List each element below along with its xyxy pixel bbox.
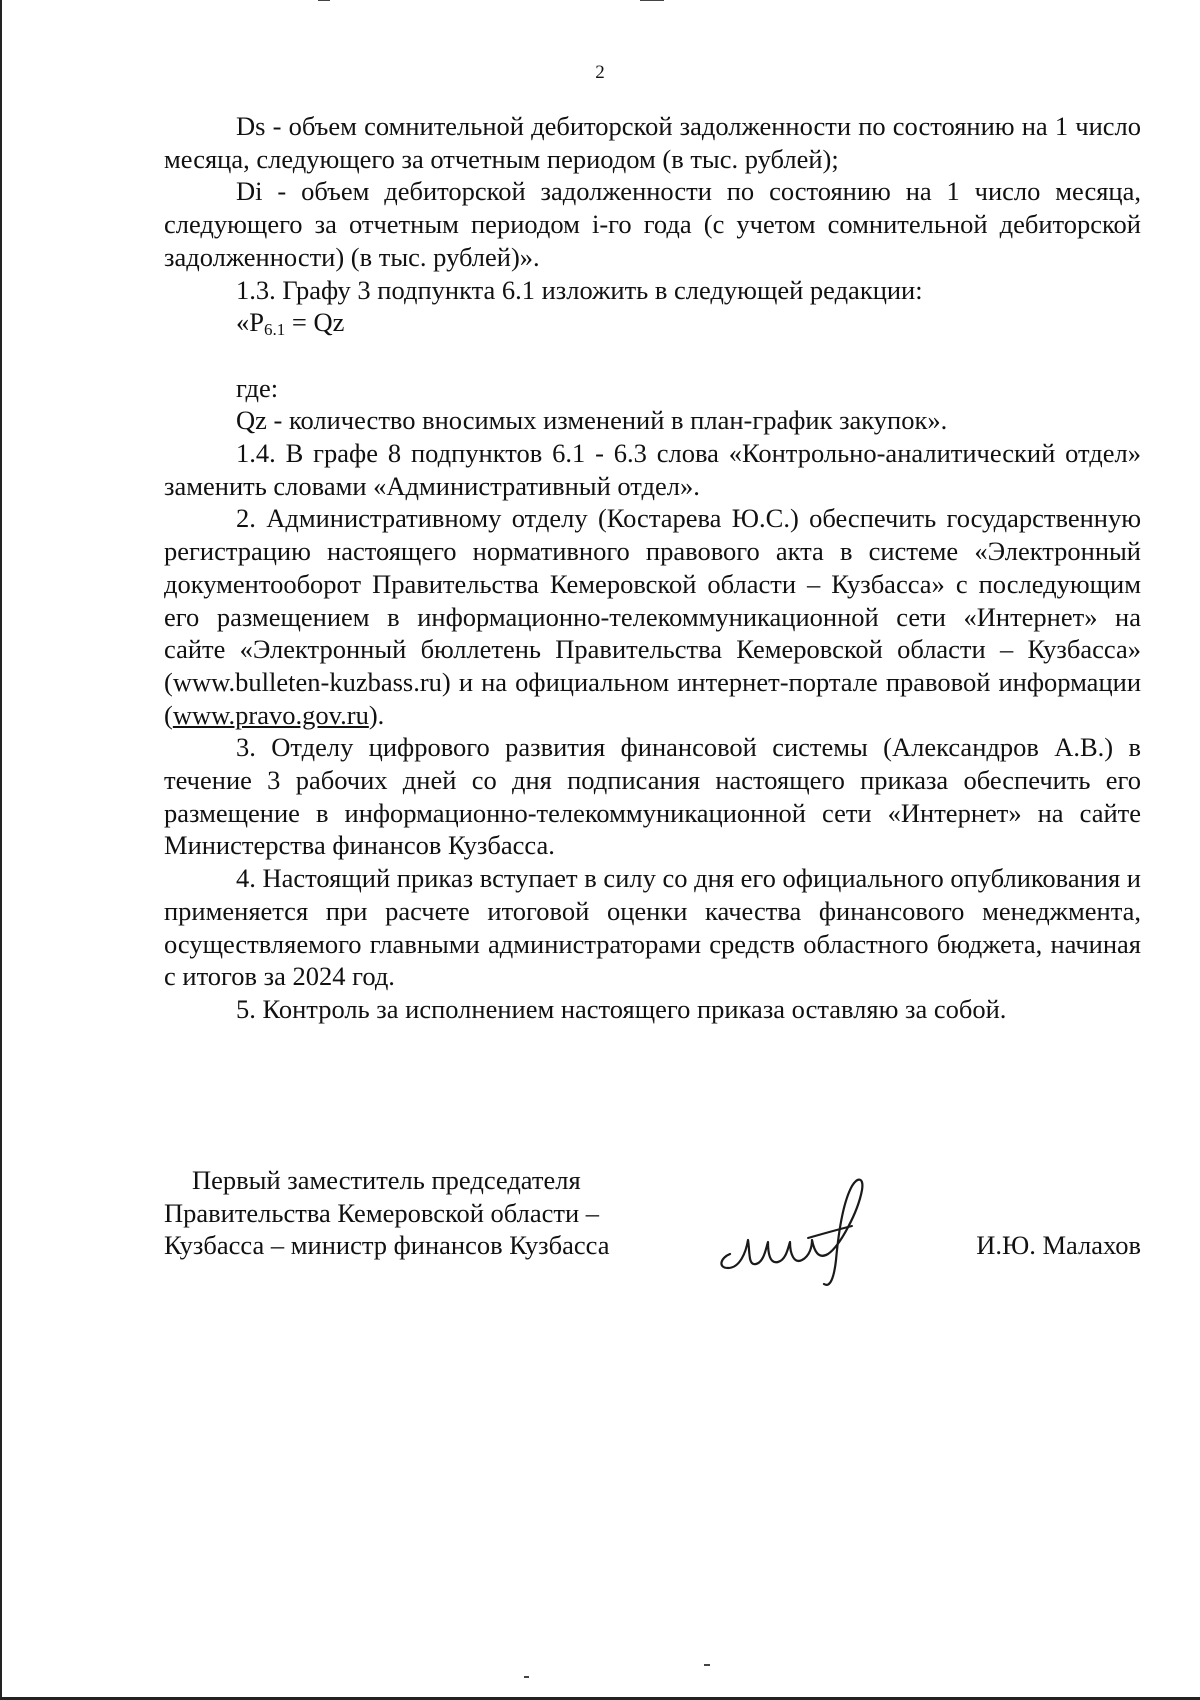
formula-subscript: 6.1 [264,320,286,340]
paragraph-di-definition: Di - объем дебиторской задолженности по состоянию на 1 число месяца, следующего за отчетным периодом i-го года (с учетом сомнительной дебиторской задолженности) (в тыс. рублей)». [164,176,1141,272]
paragraph-item-1-4: 1.4. В графе 8 подпунктов 6.1 - 6.3 слова «Контрольно-аналитический отдел» заменить словами «Административный отдел». [164,438,1141,501]
signer-name: И.Ю. Малахов [976,1230,1141,1260]
formula-open: «P [236,307,264,338]
signatory-position [164,1164,610,1262]
paragraph-item-2-text: 2. Административному отделу (Костарева Ю.С.) обеспечить государственную регистрацию настоящего нормативного правового акта в системе «Электронный документооборот Правительства Кемеровской области – Кузбасса» с последующим его размещением в информационно-телекоммуникационной сети «Интернет» на сайте «Электронный бюллетень Правительства Кемеровской области – Кузбасса» (www.bulleten-kuzbass.ru) и на официальном интернет-портале правовой информации ( [164,503,1141,730]
position-line-3: Кузбасса – министр финансов Кузбасса [164,1230,610,1261]
page-number: 2 [595,62,605,83]
scan-artifact [640,0,664,1]
document-body [164,110,1141,1026]
paragraph-item-5: 5. Контроль за исполнением настоящего приказа оставляю за собой. [236,993,1007,1024]
paragraph-ds-definition: Ds - объем сомнительной дебиторской задолженности по состоянию на 1 число месяца, следующего за отчетным периодом (в тыс. рублей); [164,111,1141,174]
paragraph-item-2 [164,502,1141,731]
where-label: где: [236,372,279,403]
paragraph-qz-definition: Qz - количество вносимых изменений в план-график закупок». [236,405,948,436]
paragraph-item-3: 3. Отделу цифрового развития финансовой системы (Александров А.В.) в течение 3 рабочих дней со дня подписания настоящего приказа обеспечить его размещение в информационно-телекоммуникационной сети «Интернет» на сайте Министерства финансов Кузбасса. [164,732,1141,861]
paragraph-item-2-end: ). [368,699,385,730]
scan-artifact [524,1676,529,1678]
scan-artifact [318,0,330,1]
pravo-link[interactable]: www.pravo.gov.ru [172,699,369,730]
position-line-1: Первый заместитель председателя [192,1165,581,1195]
formula-p61 [164,306,1141,339]
paragraph-item-4: 4. Настоящий приказ вступает в силу со дня его официального опубликования и применяется при расчете итоговой оценки качества финансового менеджмента, осуществляемого главными администраторами средств областного бюджета, начиная с итогов за 2024 год. [164,863,1141,992]
handwritten-signature [712,1168,902,1288]
scan-artifact [704,1664,710,1666]
formula-rest: = Qz [285,307,345,338]
paragraph-item-1-3: 1.3. Графу 3 подпункта 6.1 изложить в следующей редакции: [236,274,923,305]
position-line-2: Правительства Кемеровской области – [164,1197,600,1228]
